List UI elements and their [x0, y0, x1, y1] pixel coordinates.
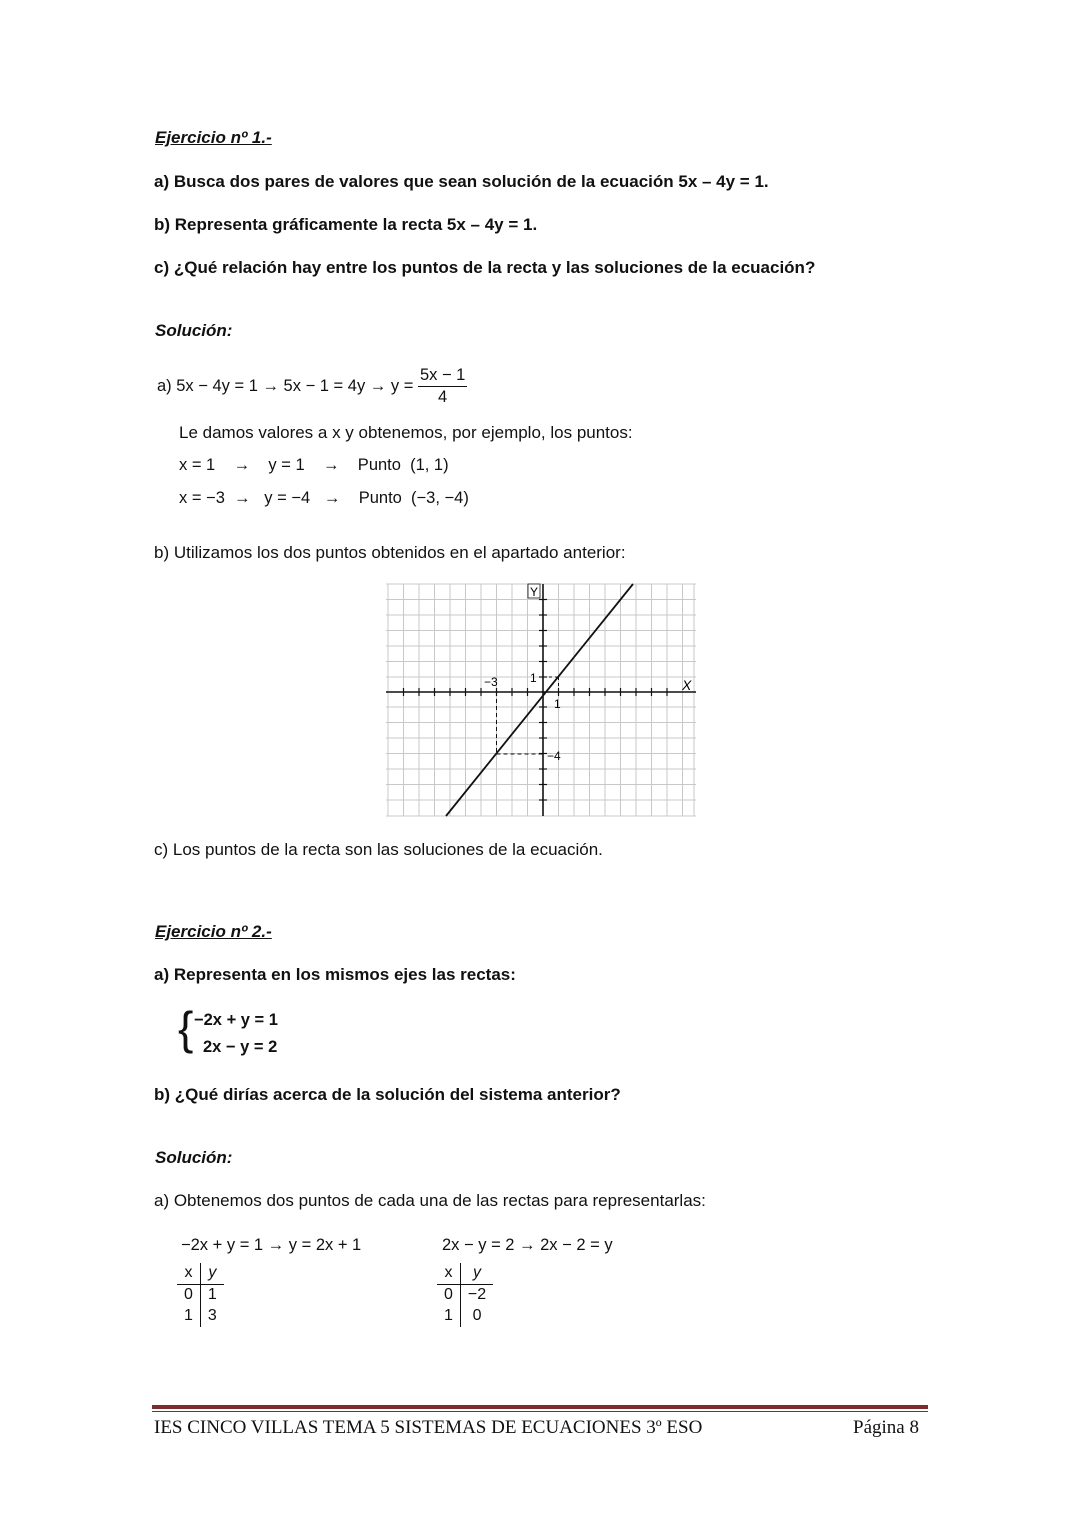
table-cell: 0 — [177, 1285, 200, 1307]
y-axis-label: Y — [530, 585, 539, 599]
ex2-left-equation: −2x + y = 1 → y = 2x + 1 — [181, 1236, 362, 1254]
ex1-point-row-2: x = −3 → y = −4 → Punto (−3, −4) — [179, 489, 469, 507]
table-row — [177, 1306, 224, 1327]
table-header-x: x — [177, 1263, 200, 1285]
ex2-solution-label: Solución: — [155, 1148, 233, 1167]
ex1-solution-a-prefix: a) 5x − 4y = 1 → 5x − 1 = 4y → y = — [157, 376, 414, 395]
ex2-question-b: b) ¿Qué dirías acerca de la solución del sistema anterior? — [154, 1085, 621, 1104]
ex2-question-a: a) Representa en los mismos ejes las rectas: — [154, 965, 516, 984]
ex1-solution-b: b) Utilizamos los dos puntos obtenidos en el apartado anterior: — [154, 543, 626, 562]
tick-label-neg3: −3 — [484, 675, 498, 689]
table-row — [437, 1285, 493, 1307]
ex2-right-equation: 2x − y = 2 → 2x − 2 = y — [442, 1236, 613, 1254]
footer-rule-thick — [152, 1405, 928, 1409]
ex2-title: Ejercicio nº 2.- — [155, 922, 272, 941]
footer-rule-thin — [152, 1411, 928, 1412]
table-cell: 1 — [207, 1286, 217, 1303]
tick-label-neg4: −4 — [547, 749, 561, 763]
graph-grid — [386, 584, 696, 816]
ex2-equation-2: 2x − y = 2 — [203, 1038, 278, 1056]
table-row — [177, 1285, 224, 1307]
ex1-solution-a-equation — [157, 366, 467, 407]
table-cell: 1 — [437, 1306, 460, 1327]
tick-label-1-y: 1 — [530, 671, 537, 685]
x-axis-label: X — [682, 677, 692, 693]
ex1-question-b: b) Representa gráficamente la recta 5x – 4y = 1. — [154, 215, 538, 234]
table-cell: −2 — [467, 1286, 487, 1303]
ex2-right-table — [437, 1263, 493, 1327]
footer-page-number: Página 8 — [853, 1417, 919, 1438]
table-row — [177, 1263, 224, 1285]
footer-left: IES CINCO VILLAS TEMA 5 SISTEMAS DE ECUACIONES 3º ESO — [154, 1417, 703, 1438]
ex1-question-a: a) Busca dos pares de valores que sean solución de la ecuación 5x – 4y = 1. — [154, 172, 769, 191]
ex1-fraction-numerator: 5x − 1 — [418, 366, 467, 387]
ex2-solution-a: a) Obtenemos dos puntos de cada una de las rectas para representarlas: — [154, 1191, 706, 1210]
table-cell: 1 — [177, 1306, 200, 1327]
table-cell: 3 — [207, 1307, 217, 1324]
ex1-question-c: c) ¿Qué relación hay entre los puntos de la recta y las soluciones de la ecuación? — [154, 258, 816, 277]
table-row — [437, 1263, 493, 1285]
table-header-x: x — [437, 1263, 460, 1285]
ex2-left-table — [177, 1263, 224, 1327]
table-cell: 0 — [437, 1285, 460, 1307]
table-cell: 0 — [472, 1307, 482, 1324]
ex1-solution-label: Solución: — [155, 321, 233, 340]
axis-ticks — [404, 600, 668, 801]
ex2-equation-1: −2x + y = 1 — [194, 1011, 278, 1029]
ex2-system-brace: { — [178, 1002, 194, 1054]
ex1-point-row-1: x = 1 → y = 1 → Punto (1, 1) — [179, 456, 449, 474]
table-header-y: y — [200, 1263, 223, 1285]
ex1-graph — [384, 582, 698, 818]
ex1-solution-a-text: Le damos valores a x y obtenemos, por ejemplo, los puntos: — [179, 423, 633, 442]
ex1-fraction — [418, 366, 467, 407]
tick-label-1-x: 1 — [554, 697, 561, 711]
table-row — [437, 1306, 493, 1327]
ex1-fraction-denominator: 4 — [438, 388, 448, 406]
ex1-solution-c: c) Los puntos de la recta son las soluciones de la ecuación. — [154, 840, 603, 859]
ex1-title: Ejercicio nº 1.- — [155, 128, 272, 147]
table-header-y: y — [460, 1263, 493, 1285]
